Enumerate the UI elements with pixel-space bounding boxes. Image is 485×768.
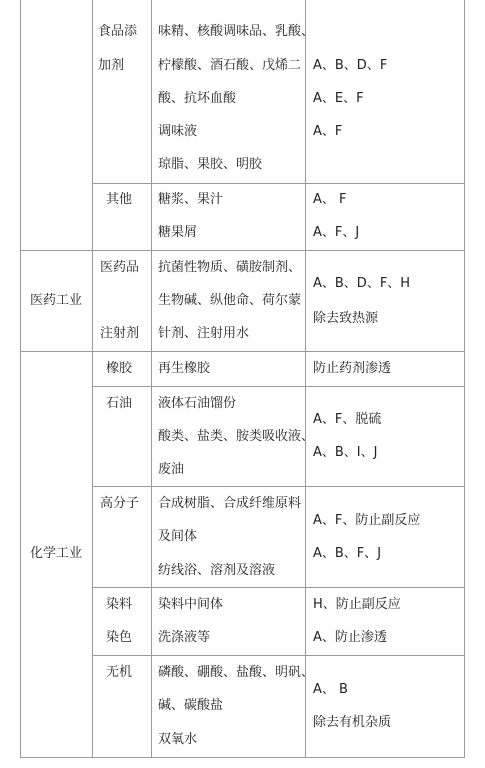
other-item-1: 糖浆、果汁 [158,192,224,207]
food-item-5: 琼脂、果胶、明胶 [158,157,263,172]
table-border-left [20,0,21,758]
petro-item-1: 液体石油馏份 [158,396,237,411]
inorganic-item-3: 双氧水 [158,732,198,747]
row-divider-rubber-petro [92,386,465,387]
food-method-3: A、F [313,124,343,139]
row-divider-pharma-chem [20,351,465,352]
polymer-sub: 高分子 [100,496,140,511]
food-item-2: 柠檬酸、酒石酸、戊烯二 [158,58,302,73]
row-divider-food-other [92,183,465,184]
chem-industry: 化学工业 [30,546,83,561]
inorganic-method-2: 除去有机杂质 [313,715,392,730]
food-sub-line1: 食品添 [98,24,138,39]
dye-item-2: 洗涤液等 [158,630,211,645]
petro-sub: 石油 [106,396,133,411]
pharma-sub-line2: 注射剂 [100,326,140,341]
petro-method-1: A、F、脱硫 [313,412,382,427]
pharma-industry: 医药工业 [30,293,83,308]
rubber-item-1: 再生橡胶 [158,361,211,376]
pharma-method-1: A、B、D、F、H [313,276,411,291]
pharma-method-2: 除去致热源 [313,311,379,326]
food-item-1: 味精、核酸调味品、乳酸、 [158,24,315,39]
pharma-sub-line1: 医药品 [100,260,140,275]
petro-method-2: A、B、I、J [313,445,378,460]
polymer-item-2: 及间体 [158,529,198,544]
polymer-method-1: A、F、防止副反应 [313,513,421,528]
inorganic-item-1: 磷酸、硼酸、盐酸、明矾、 [158,665,315,680]
inorganic-item-2: 碱、碳酸盐 [158,698,224,713]
table-divider-col3 [305,0,306,758]
pharma-item-1: 抗菌性物质、磺胺制剂、 [158,260,302,275]
pharma-item-3: 针剂、注射用水 [158,326,250,341]
rubber-sub: 橡胶 [106,361,133,376]
polymer-item-1: 合成树脂、合成纤维原料 [158,496,302,511]
food-method-2: A、E、F [313,91,364,106]
dye-method-1: H、防止副反应 [313,597,401,612]
row-divider-petro-polymer [92,486,465,487]
rubber-method-1: 防止药剂渗透 [313,361,392,376]
table-border-bottom [20,757,465,758]
food-item-4: 调味液 [158,124,198,139]
dye-sub-line1: 染料 [106,597,133,612]
polymer-item-3: 纺线浴、溶剂及溶液 [158,563,276,578]
food-method-1: A、B、D、F [313,58,388,73]
dye-sub-line2: 染色 [106,630,133,645]
other-item-2: 糖果屑 [158,225,198,240]
petro-item-3: 废油 [158,462,185,477]
table-divider-col2 [151,0,152,758]
other-method-1: A、 F [313,192,347,207]
food-item-3: 酸、抗坏血酸 [158,91,237,106]
row-divider-dye-inorganic [92,655,465,656]
row-divider-food-pharma [20,250,465,251]
row-divider-polymer-dye [92,587,465,588]
inorganic-method-1: A、 B [313,682,348,697]
pharma-item-2: 生物碱、纵他命、荷尔蒙 [158,293,302,308]
dye-method-2: A、防止渗透 [313,630,387,645]
table-divider-col1 [92,0,93,758]
polymer-method-2: A、B、F、J [313,546,382,561]
dye-item-1: 染料中间体 [158,597,224,612]
inorganic-sub: 无机 [106,665,133,680]
table-border-right [464,0,465,758]
other-sub: 其他 [106,192,133,207]
other-method-2: A、F、J [313,225,360,240]
food-sub-line2: 加剂 [98,58,125,73]
petro-item-2: 酸类、盐类、胺类吸收液、 [158,429,315,444]
